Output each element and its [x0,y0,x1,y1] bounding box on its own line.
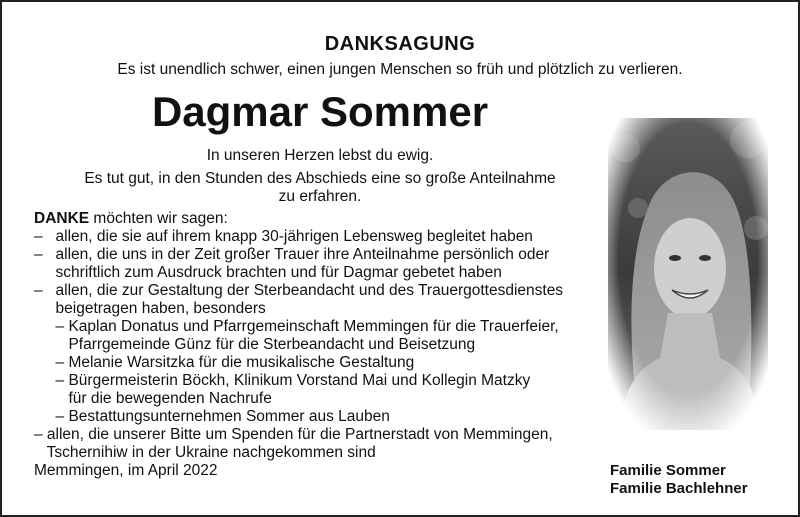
thanks-line: – Bestattungsunternehmen Sommer aus Lauben [34,408,390,425]
thanks-line: für die bewegenden Nachrufe [34,390,272,407]
portrait-photo [608,118,768,430]
heading: DANKSAGUNG [324,33,476,55]
thanks-rest: möchten wir sagen: [89,210,228,227]
thanks-bold: DANKE [34,210,90,227]
thanks-line: – allen, die sie auf ihrem knapp 30-jährigen Lebensweg begleitet haben [34,228,533,245]
thanks-line: – Bürgermeisterin Böckh, Klinikum Vorstand Mai und Kollegin Matzky [34,372,531,389]
thanks-intro [34,210,228,228]
thanks-line: Pfarrgemeinde Günz für die Sterbeandacht und Beisetzung [34,336,476,353]
thanks-line: – allen, die zur Gestaltung der Sterbeandacht und des Trauergottesdienstes [34,282,564,299]
thanks-line: beigetragen haben, besonders [34,300,266,317]
signature-family-bachlehner: Familie Bachlehner [610,480,748,497]
thanks-line: – allen, die unserer Bitte um Spenden für die Partnerstadt von Memmingen, [34,426,553,443]
place-date: Memmingen, im April 2022 [34,462,218,479]
gratitude-line: Es tut gut, in den Stunden des Abschieds eine so große Anteilnahme [84,170,556,187]
subheading: Es ist unendlich schwer, einen jungen Menschen so früh und plötzlich zu verlieren. [117,61,683,78]
thanks-line: – Melanie Warsitzka für die musikalische Gestaltung [34,354,415,371]
deceased-name: Dagmar Sommer [151,88,489,135]
memorial-line: In unseren Herzen lebst du ewig. [206,147,434,164]
signature-family-sommer: Familie Sommer [610,462,726,479]
gratitude-line-continued: zu erfahren. [278,188,362,205]
thanks-line: – allen, die uns in der Zeit großer Trauer ihre Anteilnahme persönlich oder [34,246,550,263]
thanks-line: Tschernihiw in der Ukraine nachgekommen sind [34,444,376,461]
thanks-line: schriftlich zum Ausdruck brachten und für Dagmar gebetet haben [34,264,502,281]
thanks-line: – Kaplan Donatus und Pfarrgemeinschaft Memmingen für die Trauerfeier, [34,318,559,335]
